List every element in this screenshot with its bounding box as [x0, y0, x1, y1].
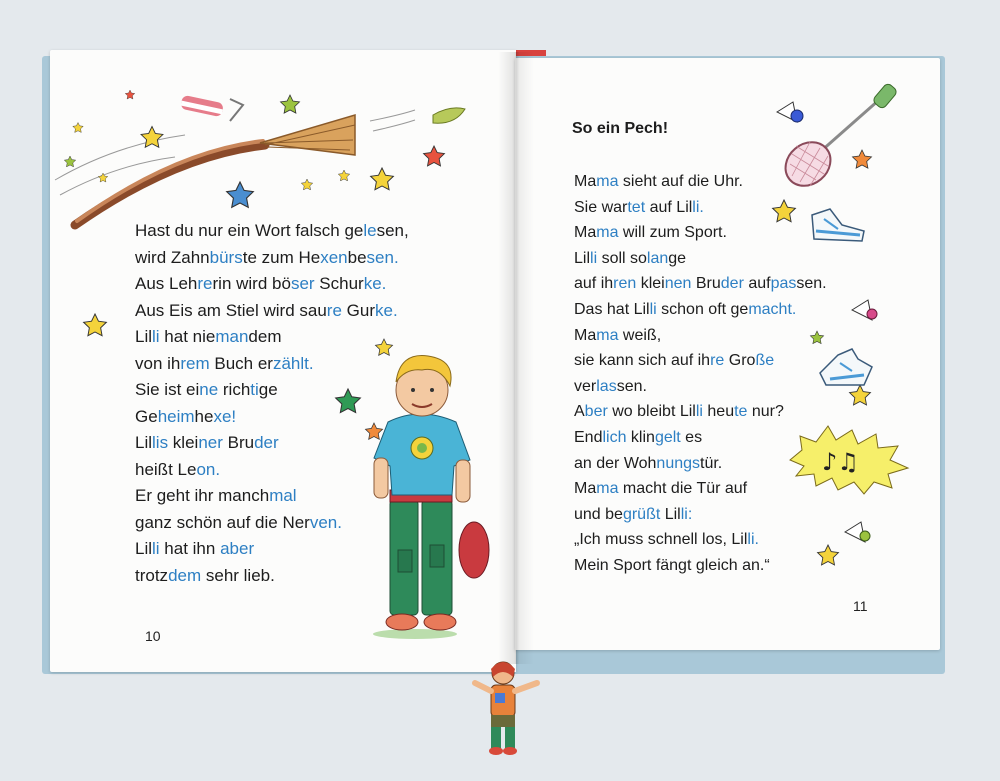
- highlighted-syllable: ren: [613, 275, 637, 293]
- highlighted-syllable: rem: [180, 353, 210, 373]
- highlighted-syllable: zählt.: [272, 353, 314, 373]
- syllable: Ma: [574, 480, 597, 498]
- syllable: dem: [248, 327, 282, 346]
- syllable: wird Zahn: [135, 247, 210, 267]
- highlighted-syllable: ke.: [374, 300, 398, 320]
- syllable: auf: [743, 275, 771, 293]
- syllable: sen.: [616, 377, 647, 395]
- highlighted-syllable: ber: [584, 403, 608, 421]
- syllable: nur?: [747, 403, 784, 421]
- syllable: be: [347, 247, 367, 267]
- syllable: trotz: [135, 565, 169, 585]
- syllable: heißt Le: [135, 459, 197, 479]
- highlighted-syllable: man: [215, 327, 249, 346]
- syllable: soll so: [597, 249, 647, 267]
- highlighted-syllable: ma: [596, 173, 619, 190]
- highlighted-syllable: dem: [168, 565, 202, 585]
- syllable: Lil: [660, 505, 681, 523]
- syllable: Mein Sport fängt gleich an.“: [574, 556, 770, 574]
- doorbell-sound-icon: [780, 420, 920, 498]
- highlighted-syllable: mal: [269, 486, 297, 505]
- syllable: klin: [626, 428, 655, 446]
- syllable: Gro: [724, 352, 756, 370]
- syllable: Lil: [574, 249, 591, 267]
- highlighted-syllable: der: [720, 275, 744, 293]
- highlighted-syllable: li: [152, 327, 160, 346]
- highlighted-syllable: ma: [596, 224, 619, 242]
- syllable: rich: [218, 380, 251, 399]
- syllable: Aus Eis am Stiel wird sau: [135, 300, 327, 320]
- syllable: Ge: [135, 406, 158, 426]
- syllable: Er geht ihr manch: [135, 486, 270, 505]
- syllable: Schur: [314, 274, 364, 293]
- syllable: schon oft ge: [656, 300, 749, 318]
- page-number-right: 11: [853, 598, 868, 614]
- highlighted-syllable: li: [152, 539, 160, 558]
- highlighted-syllable: xe!: [213, 406, 237, 426]
- syllable: Gur: [341, 300, 375, 320]
- highlighted-syllable: der: [254, 433, 279, 452]
- sneaker-icon: [810, 205, 866, 245]
- highlighted-syllable: a: [220, 539, 230, 558]
- syllable: Buch er: [209, 353, 273, 373]
- shuttlecock-icon: [775, 98, 805, 126]
- highlighted-syllable: li: [590, 249, 598, 267]
- syllable: Ma: [574, 224, 597, 242]
- syllable: End: [574, 428, 603, 446]
- syllable: Sie war: [574, 198, 628, 216]
- syllable: weiß,: [618, 326, 662, 344]
- page-number-left: 10: [145, 628, 161, 644]
- highlighted-syllable: li.: [692, 198, 704, 216]
- syllable: Lil: [135, 327, 153, 346]
- highlighted-syllable: nungs: [656, 454, 701, 472]
- syllable: Lil: [135, 539, 153, 558]
- syllable: es: [680, 428, 703, 446]
- syllable: „Ich muss schnell los, Lil: [574, 531, 748, 549]
- syllable: klei: [168, 433, 199, 452]
- highlighted-syllable: ber: [229, 539, 255, 558]
- highlighted-syllable: gelt: [654, 428, 681, 446]
- highlighted-syllable: bürs: [209, 247, 243, 267]
- syllable: ver: [574, 377, 597, 395]
- syllable: Lil: [135, 433, 153, 452]
- highlighted-syllable: grüßt: [622, 505, 661, 523]
- syllable: A: [574, 403, 585, 421]
- syllable: ge: [258, 380, 278, 399]
- chapter-title: So ein Pech!: [572, 120, 669, 137]
- syllable: sen.: [796, 275, 827, 293]
- shuttlecock-icon: [850, 298, 878, 324]
- highlighted-syllable: li: [649, 300, 657, 318]
- highlighted-syllable: lan: [646, 249, 669, 267]
- highlighted-syllable: las: [596, 377, 617, 395]
- syllable: und be: [574, 505, 623, 523]
- highlighted-syllable: heim: [157, 406, 195, 426]
- syllable: macht die Tür auf: [618, 480, 748, 498]
- syllable: he: [194, 406, 214, 426]
- syllable: hat ihn: [159, 539, 221, 558]
- highlighted-syllable: le: [363, 221, 377, 240]
- toy-figure-bookmark: [465, 655, 545, 765]
- highlighted-syllable: te: [734, 403, 748, 421]
- syllable: Das hat Lil: [574, 300, 650, 318]
- highlighted-syllable: li: [695, 403, 703, 421]
- syllable: Hast du nur ein Wort falsch ge: [135, 221, 364, 240]
- syllable: auf Lil: [645, 198, 693, 216]
- highlighted-syllable: lich: [602, 428, 627, 446]
- highlighted-syllable: on.: [196, 459, 221, 479]
- highlighted-syllable: ne: [199, 380, 219, 399]
- syllable: sieht auf die Uhr.: [618, 173, 743, 190]
- highlighted-syllable: lis: [152, 433, 169, 452]
- highlighted-syllable: li.: [747, 531, 759, 549]
- syllable: Ma: [574, 326, 597, 344]
- syllable: auf ih: [574, 275, 614, 293]
- highlighted-syllable: ma: [596, 480, 619, 498]
- syllable: klei: [636, 275, 665, 293]
- syllable: Sie ist ei: [135, 380, 200, 399]
- syllable: will zum Sport.: [618, 224, 727, 242]
- highlighted-syllable: ser: [290, 274, 315, 293]
- highlighted-syllable: tet: [627, 198, 646, 216]
- syllable: von ih: [135, 353, 181, 373]
- highlighted-syllable: sen.: [366, 247, 399, 267]
- highlighted-syllable: xen: [320, 247, 348, 267]
- syllable: an der Woh: [574, 454, 657, 472]
- syllable: tür.: [700, 454, 723, 472]
- syllable: Ma: [574, 173, 597, 190]
- highlighted-syllable: re: [710, 352, 725, 370]
- highlighted-syllable: nen: [664, 275, 692, 293]
- highlighted-syllable: pas: [770, 275, 797, 293]
- syllable: te zum He: [242, 247, 321, 267]
- highlighted-syllable: ven.: [309, 512, 342, 532]
- syllable: rin wird bö: [212, 274, 291, 293]
- highlighted-syllable: ti: [250, 380, 259, 399]
- highlighted-syllable: macht.: [748, 300, 797, 318]
- syllable: wo bleibt Lil: [607, 403, 696, 421]
- syllable: sen,: [376, 221, 409, 240]
- syllable: Bru: [691, 275, 721, 293]
- syllable: sie kann sich auf ih: [574, 352, 711, 370]
- svg-text:♪♫: ♪♫: [822, 448, 859, 476]
- syllable: Aus Leh: [135, 274, 198, 293]
- syllable: Bru: [222, 433, 255, 452]
- syllable: hat nie: [159, 327, 216, 346]
- syllable: ganz schön auf die Ner: [135, 512, 310, 532]
- boy-leon-illustration: [370, 340, 490, 640]
- highlighted-syllable: re: [197, 274, 213, 293]
- sneaker-icon: [818, 345, 874, 391]
- highlighted-syllable: ße: [755, 352, 775, 370]
- highlighted-syllable: ner: [198, 433, 223, 452]
- syllable: ge: [668, 249, 687, 267]
- highlighted-syllable: ma: [596, 326, 619, 344]
- highlighted-syllable: li:: [680, 505, 693, 523]
- highlighted-syllable: ke.: [363, 274, 387, 293]
- syllable: heu: [702, 403, 735, 421]
- highlighted-syllable: re: [326, 300, 342, 320]
- syllable: sehr lieb.: [201, 565, 275, 585]
- shuttlecock-icon: [843, 520, 871, 546]
